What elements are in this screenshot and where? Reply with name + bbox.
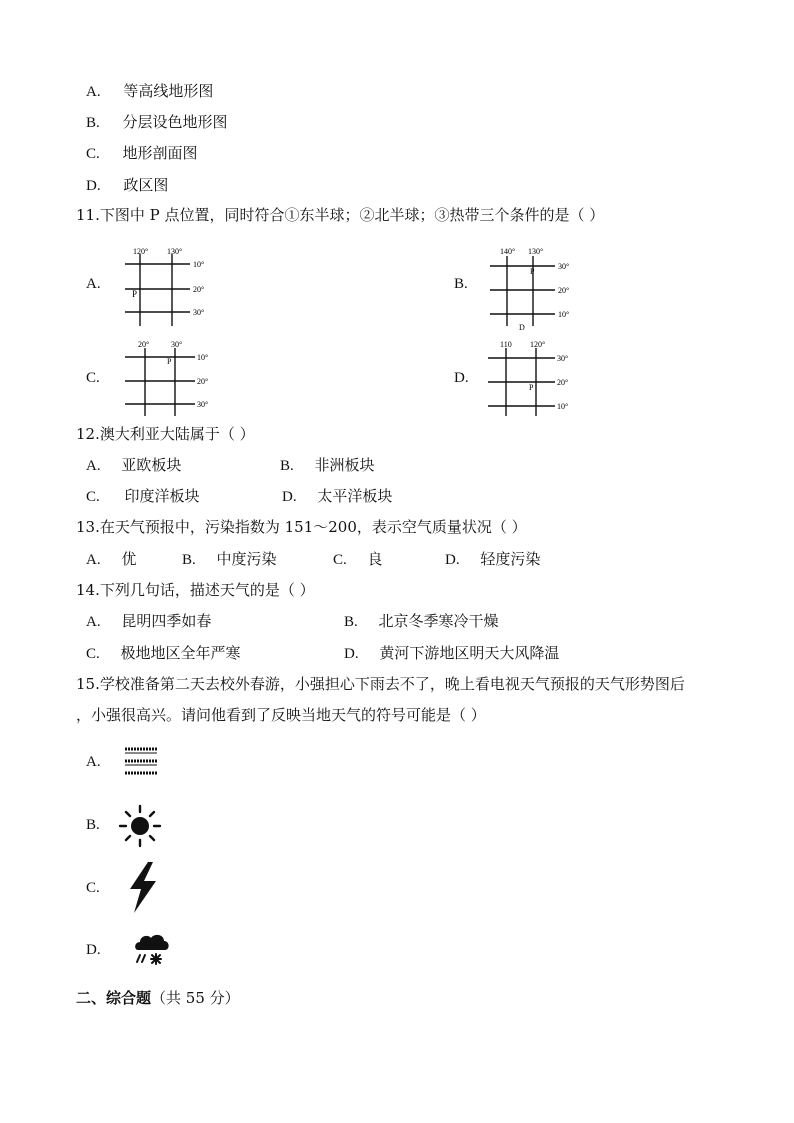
q10-option-a[interactable] (86, 81, 213, 102)
q11-option-d-letter[interactable]: D. (454, 370, 469, 386)
option-text: 非洲板块 (314, 456, 375, 474)
section-2-title: 二、综合题 (76, 989, 152, 1007)
grid-top-label: 110 (500, 340, 512, 349)
q12-option-c[interactable] (86, 486, 200, 507)
q15-option-d-letter[interactable]: D. (86, 942, 101, 958)
grid-right-label: 30° (558, 262, 570, 271)
grid-top-label: 130° (167, 247, 183, 256)
grid-top-label: 120° (530, 340, 546, 349)
option-letter: C. (333, 552, 347, 568)
grid-right-label: 20° (558, 286, 570, 295)
q11-option-a-letter[interactable]: A. (86, 276, 101, 292)
option-text: 太平洋板块 (317, 487, 393, 505)
grid-top-label: 140° (500, 247, 516, 256)
q14-option-d[interactable] (344, 643, 559, 664)
grid-cut-label: D (519, 323, 525, 330)
q11-option-b-letter[interactable]: B. (454, 276, 468, 292)
option-letter: A. (86, 614, 101, 630)
q10-option-c[interactable] (86, 143, 198, 164)
option-text: 优 (121, 550, 137, 568)
option-letter: C. (86, 146, 100, 162)
option-letter: A. (86, 552, 101, 568)
option-letter: D. (86, 178, 101, 194)
grid-top-label: 130° (528, 247, 544, 256)
fog-icon[interactable] (122, 744, 162, 780)
grid-point-label: P (530, 267, 535, 276)
grid-right-label: 10° (197, 353, 209, 362)
q12-option-b[interactable] (280, 455, 375, 476)
grid-right-label: 10° (193, 260, 205, 269)
q12-stem: 12.澳大利亚大陆属于（ ） (76, 425, 255, 443)
q10-option-d[interactable] (86, 175, 168, 196)
q11-grid-c[interactable] (120, 336, 230, 422)
section-2-heading (76, 988, 240, 1008)
grid-right-label: 10° (558, 310, 570, 319)
q11-grid-b[interactable] (480, 244, 590, 330)
grid-right-label: 30° (193, 308, 205, 317)
q11-option-c-letter[interactable]: C. (86, 370, 100, 386)
option-letter: A. (86, 84, 101, 100)
option-text: 政区图 (123, 176, 169, 194)
grid-point-label: P (529, 383, 534, 392)
grid-top-label: 120° (133, 247, 149, 256)
q15-option-b-letter[interactable]: B. (86, 817, 100, 833)
lightning-icon[interactable] (126, 862, 160, 914)
q13-option-b[interactable] (182, 549, 277, 570)
q12-option-d[interactable] (282, 486, 392, 507)
option-text: 轻度污染 (480, 550, 541, 568)
grid-right-label: 10° (557, 402, 569, 411)
q15-option-a-letter[interactable]: A. (86, 754, 101, 770)
option-letter: A. (86, 458, 101, 474)
option-letter: C. (86, 646, 100, 662)
q13-option-c[interactable] (333, 549, 383, 570)
section-2-score: （共 55 分） (151, 989, 240, 1007)
q10-option-b[interactable] (86, 112, 228, 133)
q13-stem: 13.在天气预报中，污染指数为 151～200，表示空气质量状况（ ） (76, 518, 527, 536)
q15-stem-line1: 15.学校准备第二天去校外春游，小强担心下雨去不了，晚上看电视天气预报的天气形势图后 (76, 675, 685, 693)
option-text: 等高线地形图 (123, 82, 214, 100)
q14-option-a[interactable] (86, 611, 211, 632)
grid-right-label: 20° (557, 378, 569, 387)
option-text: 北京冬季寒冷干燥 (378, 612, 499, 630)
rain-snow-icon[interactable] (132, 928, 174, 970)
q11-grid-a[interactable] (115, 244, 225, 330)
option-text: 良 (367, 550, 383, 568)
option-letter: D. (282, 489, 297, 505)
q11-stem: 11.下图中 P 点位置，同时符合①东半球；②北半球；③热带三个条件的是（ ） (76, 206, 605, 224)
grid-point-label: P (167, 357, 172, 366)
option-text: 印度洋板块 (124, 487, 200, 505)
grid-right-label: 20° (197, 377, 209, 386)
option-text: 黄河下游地区明天大风降温 (379, 644, 560, 662)
option-text: 分层设色地形图 (122, 113, 228, 131)
option-letter: B. (86, 115, 100, 131)
option-letter: C. (86, 489, 100, 505)
q14-option-c[interactable] (86, 643, 241, 664)
option-text: 极地地区全年严寒 (120, 644, 241, 662)
q11-grid-d[interactable] (480, 336, 590, 422)
grid-right-label: 20° (193, 285, 205, 294)
option-letter: B. (344, 614, 358, 630)
grid-right-label: 30° (197, 400, 209, 409)
option-text: 中度污染 (216, 550, 277, 568)
option-letter: B. (182, 552, 196, 568)
q14-stem: 14.下列几句话，描述天气的是（ ） (76, 581, 315, 599)
option-letter: D. (344, 646, 359, 662)
option-letter: B. (280, 458, 294, 474)
q15-option-c-letter[interactable]: C. (86, 880, 100, 896)
grid-top-label: 30° (171, 340, 183, 349)
q12-option-a[interactable] (86, 455, 181, 476)
q13-option-a[interactable] (86, 549, 136, 570)
option-text: 地形剖面图 (122, 144, 198, 162)
q13-option-d[interactable] (445, 549, 540, 570)
q15-stem-line2: ，小强很高兴。请问他看到了反映当地天气的符号可能是（ ） (76, 706, 486, 724)
q14-option-b[interactable] (344, 611, 499, 632)
grid-top-label: 20° (138, 340, 150, 349)
grid-right-label: 30° (557, 354, 569, 363)
option-letter: D. (445, 552, 460, 568)
sun-icon[interactable] (118, 804, 162, 848)
option-text: 亚欧板块 (121, 456, 182, 474)
option-text: 昆明四季如春 (121, 612, 212, 630)
grid-point-label: P (132, 289, 138, 299)
